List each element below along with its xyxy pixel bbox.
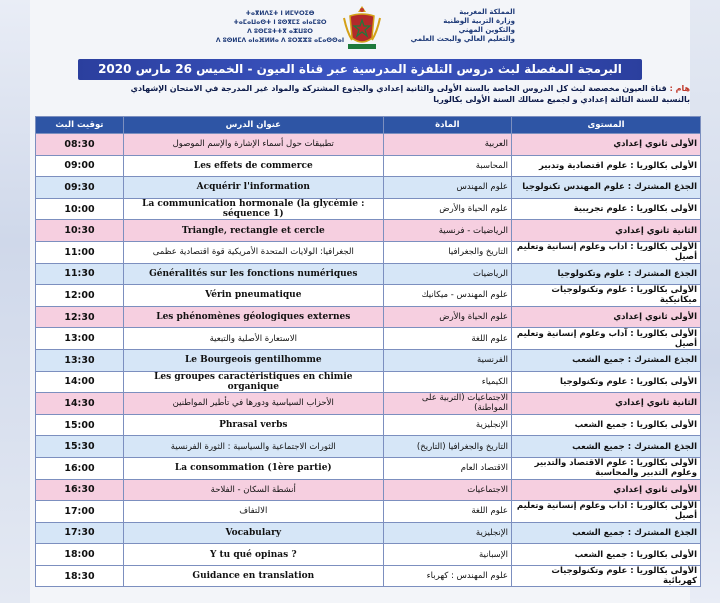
level-cell: الجذع المشترك : جميع الشعب — [511, 522, 700, 544]
table-row — [36, 285, 701, 307]
time-cell: 17:00 — [36, 501, 124, 523]
table-row — [36, 522, 701, 544]
subject-cell: علوم المهندس : كهرباء — [383, 565, 511, 587]
subject-cell: الإنجليزية — [383, 414, 511, 436]
time-cell: 09:30 — [36, 177, 124, 199]
subject-cell: علوم اللغة — [383, 328, 511, 350]
subject-cell: التاريخ والجغرافيا (التاريخ) — [383, 436, 511, 458]
level-cell: الأولى ثانوي إعدادي — [511, 134, 700, 156]
level-cell: الجذع المشترك : علوم المهندس تكنولوجيا — [511, 177, 700, 199]
lesson-cell: الاستعارة الأصلية والتبعية — [123, 328, 383, 350]
lesson-cell: Le Bourgeois gentilhomme — [123, 349, 383, 371]
note-line-2: بالنسبة للسنة الثالثة إعدادي و لجميع مسالك السنة الأولى بكالوريا — [433, 95, 690, 104]
level-cell: الأولى بكالوريا : جميع الشعب — [511, 414, 700, 436]
time-cell: 16:00 — [36, 457, 124, 479]
table-row — [36, 241, 701, 263]
lesson-cell: تطبيقات حول أسماء الإشارة والإسم الموصول — [123, 134, 383, 156]
table-row — [36, 220, 701, 242]
time-cell: 11:00 — [36, 241, 124, 263]
subject-cell: علوم المهندس - ميكانيك — [383, 285, 511, 307]
time-cell: 13:00 — [36, 328, 124, 350]
table-row — [36, 263, 701, 285]
arabic-line: والتكوين المهني — [458, 26, 515, 34]
header-time: توقيت البث — [36, 117, 124, 134]
table-row — [36, 457, 701, 479]
table-row — [36, 177, 701, 199]
schedule-table — [35, 116, 701, 587]
level-cell: الثانية ثانوي إعدادي — [511, 393, 700, 415]
subject-cell: الاجتماعيات — [383, 479, 511, 501]
table-row — [36, 565, 701, 587]
time-cell: 17:30 — [36, 522, 124, 544]
level-cell: الجذع المشترك : جميع الشعب — [511, 349, 700, 371]
subject-cell: علوم الحياة والأرض — [383, 198, 511, 220]
arabic-line: وزارة التربية الوطنية — [443, 17, 515, 25]
level-cell: الأولى بكالوريا : علوم وتكنولوجيا — [511, 371, 700, 393]
lesson-cell: Triangle, rectangle et cercle — [123, 220, 383, 242]
level-cell: الأولى بكالوريا : آداب وعلوم إنسانية وتعليم أصيل — [511, 501, 700, 523]
table-row — [36, 155, 701, 177]
table-row — [36, 328, 701, 350]
lesson-cell: الأحزاب السياسية ودورها في تأطير المواطنين — [123, 393, 383, 415]
level-cell: الأولى بكالوريا : علوم وتكنولوجيات كهربائية — [511, 565, 700, 587]
arabic-line: المملكة المغربية — [459, 8, 515, 16]
tifinagh-line: ⴷ ⵓⵙⵎⵓⵜⵜⴳ ⴰⵣⵡⵓⵔ — [247, 28, 313, 35]
tifinagh-ministry-name — [215, 9, 345, 45]
lesson-cell: Les effets de commerce — [123, 155, 383, 177]
table-row — [36, 501, 701, 523]
time-cell: 08:30 — [36, 134, 124, 156]
table-row — [36, 544, 701, 566]
level-cell: الأولى بكالوريا : علوم وتكنولوجيات ميكانيكية — [511, 285, 700, 307]
arabic-ministry-name — [385, 8, 515, 44]
time-cell: 14:00 — [36, 371, 124, 393]
important-note — [30, 83, 690, 105]
table-header-row — [36, 117, 701, 134]
lesson-cell: Vérin pneumatique — [123, 285, 383, 307]
subject-cell: الفرنسية — [383, 349, 511, 371]
lesson-cell: Phrasal verbs — [123, 414, 383, 436]
time-cell: 13:30 — [36, 349, 124, 371]
subject-cell: الرياضيات — [383, 263, 511, 285]
time-cell: 16:30 — [36, 479, 124, 501]
table-row — [36, 436, 701, 458]
level-cell: الثانية ثانوي إعدادي — [511, 220, 700, 242]
tifinagh-line: ⵜⴰⴳⵍⴷⵉⵜ ⵏ ⵍⵎⵖⵔⵉⴱ — [245, 10, 315, 17]
lesson-cell: Les phénomènes géologiques externes — [123, 306, 383, 328]
level-cell: الأولى بكالوريا : جميع الشعب — [511, 544, 700, 566]
table-row — [36, 414, 701, 436]
lesson-cell: Vocabulary — [123, 522, 383, 544]
time-cell: 18:30 — [36, 565, 124, 587]
time-cell: 15:30 — [36, 436, 124, 458]
header — [0, 0, 720, 60]
arabic-line: والتعليم العالي والبحث العلمي — [410, 35, 515, 43]
table-body — [36, 134, 701, 587]
note-label: هام : — [669, 84, 690, 93]
subject-cell: العربية — [383, 134, 511, 156]
royal-crest-icon — [342, 4, 382, 52]
left-decor — [0, 0, 30, 603]
lesson-cell: الجغرافيا: الولايات المتحدة الأمريكية قوة اقتصادية عظمى — [123, 241, 383, 263]
time-cell: 12:30 — [36, 306, 124, 328]
level-cell: الأولى بكالوريا : علوم اقتصادية وتدبير — [511, 155, 700, 177]
level-cell: الأولى بكالوريا : علوم تجريبية — [511, 198, 700, 220]
header-level: المستوى — [511, 117, 700, 134]
time-cell: 18:00 — [36, 544, 124, 566]
lesson-cell: الالتفاف — [123, 501, 383, 523]
level-cell: الأولى بكالوريا : آداب وعلوم إنسانية وتعليم أصيل — [511, 328, 700, 350]
lesson-cell: La consommation (1ère partie) — [123, 457, 383, 479]
time-cell: 12:00 — [36, 285, 124, 307]
time-cell: 15:00 — [36, 414, 124, 436]
header-lesson: عنوان الدرس — [123, 117, 383, 134]
table-row — [36, 134, 701, 156]
lesson-cell: Y tu qué opinas ? — [123, 544, 383, 566]
lesson-cell: أنشطة السكان - الفلاحة — [123, 479, 383, 501]
subject-cell: الاقتصاد العام — [383, 457, 511, 479]
header-subject: المادة — [383, 117, 511, 134]
subject-cell: المحاسبة — [383, 155, 511, 177]
lesson-cell: Guidance en translation — [123, 565, 383, 587]
lesson-cell: La communication hormonale (la glycémie : séquence 1) — [123, 198, 383, 220]
lesson-cell: Les groupes caractéristiques en chimie organique — [123, 371, 383, 393]
level-cell: الأولى ثانوي إعدادي — [511, 479, 700, 501]
time-cell: 09:00 — [36, 155, 124, 177]
time-cell: 10:30 — [36, 220, 124, 242]
time-cell: 10:00 — [36, 198, 124, 220]
note-line-1 — [30, 83, 690, 94]
table-row — [36, 371, 701, 393]
level-cell: الأولى ثانوي إعدادي — [511, 306, 700, 328]
subject-cell: الرياضيات - فرنسية — [383, 220, 511, 242]
table-row — [36, 349, 701, 371]
level-cell: الأولى بكالوريا : علوم الاقتصاد والتدبير وعلوم التدبير والمحاسبة — [511, 457, 700, 479]
subject-cell: الإسبانية — [383, 544, 511, 566]
tifinagh-line: ⵜⴰⵎⴰⵡⴰⵙⵜ ⵏ ⵓⵙⴳⵎⵉ ⴰⵏⴰⵎⵓⵔ — [233, 19, 327, 26]
level-cell: الجذع المشترك : علوم وتكنولوجيا — [511, 263, 700, 285]
subject-cell: علوم المهندس — [383, 177, 511, 199]
subject-cell: علوم اللغة — [383, 501, 511, 523]
lesson-cell: Généralités sur les fonctions numériques — [123, 263, 383, 285]
table-row — [36, 306, 701, 328]
note-text: قناة العيون مخصصة لبث كل الدروس الخاصة بالسنة الأولى والثانية إعدادي والجذوع المشتركة والمواد غير المدرجة في الامتحان الإشهادي — [130, 84, 667, 93]
subject-cell: علوم الحياة والأرض — [383, 306, 511, 328]
subject-cell: التاريخ والجغرافيا — [383, 241, 511, 263]
table-row — [36, 198, 701, 220]
table-row — [36, 393, 701, 415]
time-cell: 14:30 — [36, 393, 124, 415]
subject-cell: الاجتماعيات (التربية على المواطنة) — [383, 393, 511, 415]
lesson-cell: الثورات الاجتماعية والسياسية : الثورة الفرنسية — [123, 436, 383, 458]
subject-cell: الإنجليزية — [383, 522, 511, 544]
tifinagh-line: ⴷ ⵓⵙⵍⵎⴷ ⴰⵏⴰⴼⵍⵍⴰ ⴷ ⵓⵔⵣⵣⵓ ⴰⵎⴰⵙⵙⴰⵏ — [215, 37, 345, 44]
lesson-cell: Acquérir l'information — [123, 177, 383, 199]
time-cell: 11:30 — [36, 263, 124, 285]
table-row — [36, 479, 701, 501]
subject-cell: الكيمياء — [383, 371, 511, 393]
level-cell: الجذع المشترك : جميع الشعب — [511, 436, 700, 458]
page-title: البرمجة المفصلة لبث دروس التلفزة المدرسية عبر قناة العيون - الخميس 26 مارس 2020 — [78, 59, 642, 80]
level-cell: الأولى بكالوريا : آداب وعلوم إنسانية وتعليم أصيل — [511, 241, 700, 263]
